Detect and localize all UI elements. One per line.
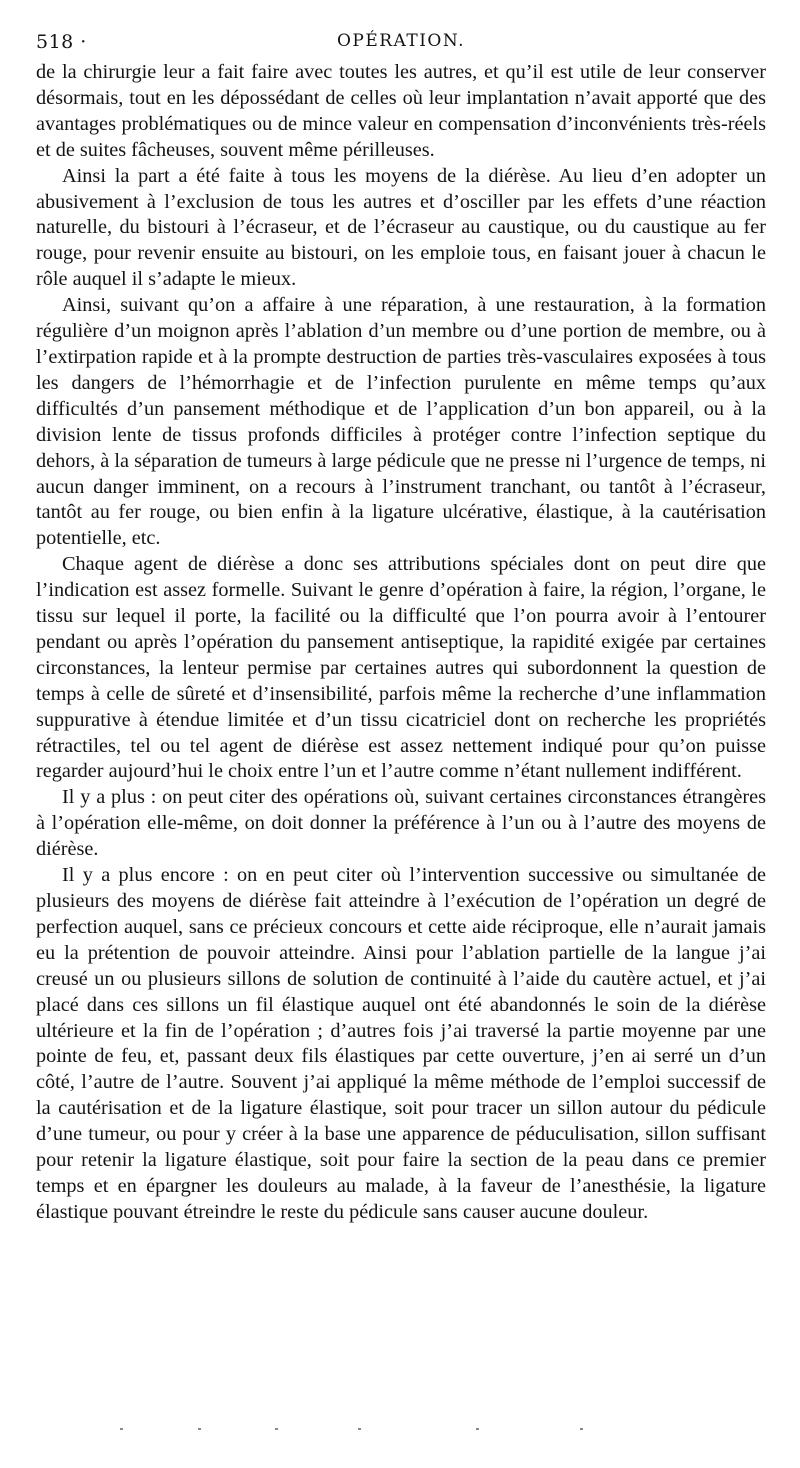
page-number: 518 · xyxy=(36,31,87,53)
paragraph: Ainsi, suivant qu’on a affaire à une réparation, à une restauration, à la formation régulière d’un moignon après l’ablation d’un membre ou d’une portion de membre, ou à l’extirpation rapide et à la prompte destruction de parties très-vasculaires exposées à tous les dangers de l’hémorrhagie et de l’infection purulente en même temps qu’aux difficultés d’un pansement méthodique et de l’application d’un bon appareil, ou à la division lente de tissus profonds difficiles à protéger contre l’infection septique du dehors, à la séparation de tumeurs à large pédicule que ne presse ni l’urgence de temps, ni aucun danger imminent, on a recours à l’instrument tranchant, ou tantôt à l’écraseur, tantôt au fer rouge, ou bien enfin à la ligature ulcérative, élastique, à la cautérisation potentielle, etc. xyxy=(36,294,766,550)
paragraph: Chaque agent de diérèse a donc ses attributions spéciales dont on peut dire que l’indication est assez formelle. Suivant le genre d’opération à faire, la région, l’organe, le tissu sur lequel il porte, la facilité ou la difficulté que l’on pourra avoir à l’entourer pendant ou après l’opération du pansement antiseptique, la rapidité exigée par certaines circonstances, la lenteur permise par certaines autres qui subordonnent la question de temps à celle de sûreté et d’insensibilité, parfois même la recherche d’une inflammation suppurative à étendue limitée et d’un tissu cicatriciel dont on recherche les propriétés rétractiles, tel ou tel agent de diérèse est assez nettement indiqué pour qu’on puisse regarder aujourd’hui le choix entre l’un et l’autre comme n’étant nullement indifférent. xyxy=(36,553,766,783)
paragraph-continuation: de la chirurgie leur a fait faire avec toutes les autres, et qu’il est utile de leur conserver désormais, tout en les dépossédant de celles où leur implantation n’avait apporté que des avantages problématiques ou de mince valeur en compensation d’inconvénients très-réels et de suites fâcheuses, souvent même périlleuses. xyxy=(36,61,766,161)
paragraph: Il y a plus : on peut citer des opérations où, suivant certaines circonstances étrangères à l’opération elle-même, on doit donner la préférence à l’un ou à l’autre des moyens de diérèse. xyxy=(36,786,766,861)
paragraph: Ainsi la part a été faite à tous les moyens de la diérèse. Au lieu d’en adopter un abusivement à l’exclusion de tous les autres et d’osciller par les effets d’une réaction naturelle, du bistouri à l’écraseur, et de l’écraseur au caustique, ou du caustique au fer rouge, pour revenir ensuite au bistouri, on les emploie tous, en faisant jouer à chacun le rôle auquel il s’adapte le mieux. xyxy=(36,164,766,291)
page-header xyxy=(36,31,766,57)
scan-speck xyxy=(198,1428,201,1430)
body-text xyxy=(36,60,766,1226)
running-head: OPÉRATION. xyxy=(336,31,466,51)
scan-speck xyxy=(580,1428,583,1430)
scan-speck xyxy=(275,1428,278,1430)
scan-speck xyxy=(120,1428,123,1430)
paragraph: Il y a plus encore : on en peut citer où l’intervention successive ou simultanée de plusieurs des moyens de diérèse fait atteindre à l’exécution de l’opération un degré de perfection auquel, sans ce précieux concours et cette aide réciproque, elle n’aurait jamais eu la prétention de pouvoir atteindre. Ainsi pour l’ablation partielle de la langue j’ai creusé un ou plusieurs sillons de solution de continuité à l’aide du cautère actuel, et j’ai placé dans ces sillons un fil élastique auquel ont été abandonnés le soin de la diérèse ultérieure et la fin de l’opération ; d’autres fois j’ai traversé la partie moyenne par une pointe de feu, et, passant deux fils élastiques par cette ouverture, j’en ai serré un d’un côté, l’autre de l’autre. Souvent j’ai appliqué la même méthode de l’emploi successif de la cautérisation et de la ligature élastique, soit pour tracer un sillon autour du pédicule d’une tumeur, ou pour y créer à la base une apparence de péduculisation, sillon suffisant pour retenir la ligature élastique, soit pour faire la section de la peau dans ce premier temps et en épargner les douleurs au malade, à la faveur de l’anesthésie, la ligature élastique pouvant étreindre le reste du pédicule sans causer aucune douleur. xyxy=(36,864,766,1223)
scan-speck xyxy=(476,1428,479,1430)
scan-speck xyxy=(358,1428,361,1430)
scan-specks xyxy=(120,1428,720,1434)
